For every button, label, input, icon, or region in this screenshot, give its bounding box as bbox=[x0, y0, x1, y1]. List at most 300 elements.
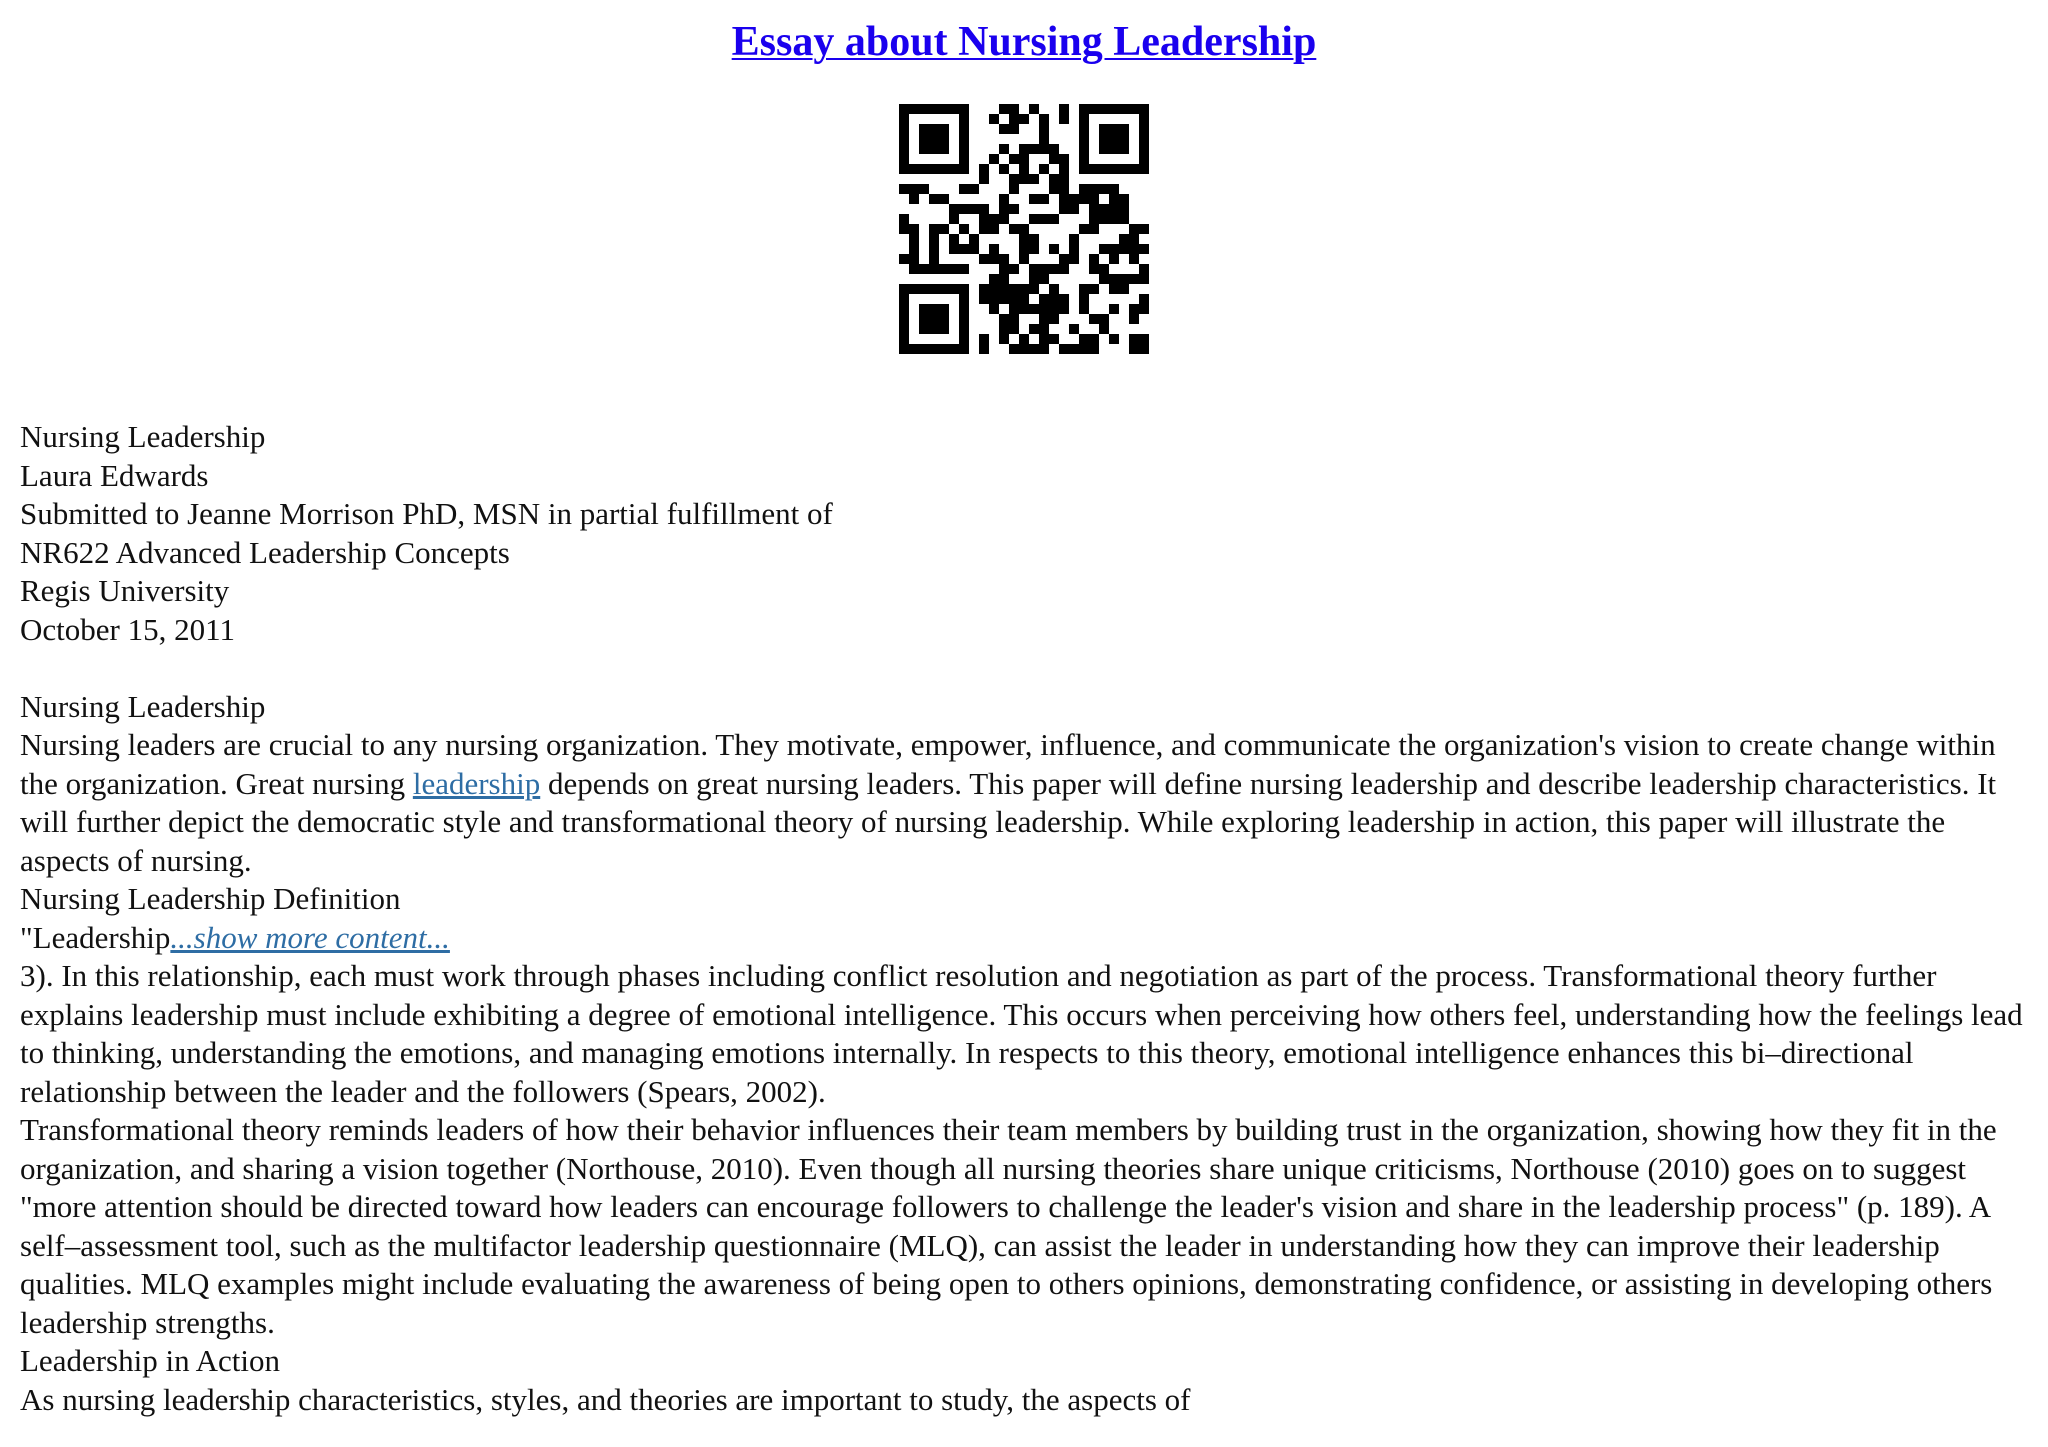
qr-module bbox=[1079, 294, 1089, 304]
qr-module bbox=[929, 144, 939, 154]
qr-module bbox=[1099, 104, 1109, 114]
qr-module bbox=[1109, 204, 1119, 214]
qr-module bbox=[959, 324, 969, 334]
heading-leadership-in-action: Leadership in Action bbox=[20, 1343, 280, 1378]
qr-module bbox=[1089, 104, 1099, 114]
qr-module bbox=[899, 114, 909, 124]
paragraph-transformational: 3). In this relationship, each must work through phases including conflict resolution and negotiation as part of the process. Transformational theory further explains leadership must include exhibiting a degree of emotional intelligence. This occurs when perceiving how others feel, understanding how the feelings lead to thinking, understanding the emotions, and managing emotions internally. In respects to this theory, emotional intelligence enhances this bi–directional relationship between the leader and the followers (Spears, 2002). bbox=[20, 958, 2023, 1109]
qr-module bbox=[899, 134, 909, 144]
paragraph-action: As nursing leadership characteristics, styles, and theories are important to study, the aspects of bbox=[20, 1381, 1191, 1417]
qr-module bbox=[1089, 314, 1099, 324]
qr-module bbox=[1069, 194, 1079, 204]
qr-module bbox=[1139, 224, 1149, 234]
qr-module bbox=[939, 124, 949, 134]
essay-title-link[interactable]: Essay about Nursing Leadership bbox=[731, 19, 1317, 65]
qr-module bbox=[1029, 244, 1039, 254]
qr-module bbox=[1079, 114, 1089, 124]
qr-module bbox=[939, 304, 949, 314]
cover-line-date: October 15, 2011 bbox=[20, 611, 235, 647]
qr-module bbox=[979, 164, 989, 174]
qr-module bbox=[1129, 314, 1139, 324]
qr-module bbox=[1039, 114, 1049, 124]
qr-module bbox=[919, 304, 929, 314]
qr-module bbox=[929, 254, 939, 264]
qr-module bbox=[919, 134, 929, 144]
qr-module bbox=[959, 314, 969, 324]
qr-module bbox=[1039, 164, 1049, 174]
qr-module bbox=[1029, 104, 1039, 114]
qr-module bbox=[959, 244, 969, 254]
qr-module bbox=[1029, 324, 1039, 334]
qr-module bbox=[1079, 304, 1089, 314]
qr-module bbox=[1089, 264, 1099, 274]
qr-module bbox=[1109, 134, 1119, 144]
qr-module bbox=[999, 274, 1009, 284]
qr-module bbox=[929, 224, 939, 234]
qr-module bbox=[1049, 334, 1059, 344]
qr-module bbox=[1099, 314, 1109, 324]
qr-module bbox=[999, 284, 1009, 294]
qr-module bbox=[949, 284, 959, 294]
qr-module bbox=[1019, 294, 1029, 304]
qr-module bbox=[999, 204, 1009, 214]
qr-module bbox=[1079, 224, 1089, 234]
qr-module bbox=[1119, 214, 1129, 224]
qr-module bbox=[909, 224, 919, 234]
qr-module bbox=[1129, 254, 1139, 264]
qr-module bbox=[989, 154, 999, 164]
qr-module bbox=[1109, 304, 1119, 314]
qr-module bbox=[1049, 244, 1059, 254]
qr-module bbox=[1009, 204, 1019, 214]
qr-module bbox=[1109, 244, 1119, 254]
qr-module bbox=[949, 214, 959, 224]
qr-module bbox=[1069, 204, 1079, 214]
qr-module bbox=[949, 264, 959, 274]
qr-module bbox=[989, 214, 999, 224]
qr-module bbox=[899, 284, 909, 294]
qr-module bbox=[1019, 224, 1029, 234]
qr-module bbox=[999, 124, 1009, 134]
qr-module bbox=[919, 184, 929, 194]
qr-module bbox=[959, 104, 969, 114]
qr-module bbox=[1079, 154, 1089, 164]
qr-module bbox=[1029, 194, 1039, 204]
qr-module bbox=[899, 304, 909, 314]
qr-module bbox=[1089, 164, 1099, 174]
qr-module bbox=[1019, 254, 1029, 264]
qr-module bbox=[979, 284, 989, 294]
qr-module bbox=[919, 284, 929, 294]
qr-module bbox=[1009, 114, 1019, 124]
qr-module bbox=[1079, 104, 1089, 114]
qr-module bbox=[1109, 144, 1119, 154]
qr-module bbox=[1049, 144, 1059, 154]
qr-module bbox=[1119, 284, 1129, 294]
qr-module bbox=[1129, 244, 1139, 254]
heading-definition: Nursing Leadership Definition bbox=[20, 881, 401, 916]
qr-module bbox=[1009, 324, 1019, 334]
qr-module bbox=[939, 104, 949, 114]
qr-module bbox=[1109, 124, 1119, 134]
show-more-link[interactable]: ...show more content... bbox=[170, 919, 450, 955]
qr-module bbox=[949, 344, 959, 354]
qr-module bbox=[1049, 294, 1059, 304]
qr-module bbox=[1059, 344, 1069, 354]
qr-module bbox=[1119, 234, 1129, 244]
qr-module bbox=[1009, 174, 1019, 184]
qr-module bbox=[909, 164, 919, 174]
qr-module bbox=[979, 174, 989, 184]
qr-module bbox=[959, 294, 969, 304]
qr-module bbox=[959, 344, 969, 354]
qr-module bbox=[1099, 144, 1109, 154]
qr-module bbox=[939, 134, 949, 144]
qr-module bbox=[1009, 314, 1019, 324]
qr-module bbox=[929, 314, 939, 324]
qr-module bbox=[1139, 104, 1149, 114]
qr-module bbox=[1029, 234, 1039, 244]
qr-module bbox=[959, 124, 969, 134]
qr-module bbox=[1019, 304, 1029, 314]
qr-module bbox=[1019, 284, 1029, 294]
qr-module bbox=[1129, 304, 1139, 314]
qr-module bbox=[1029, 264, 1039, 274]
qr-module bbox=[1079, 184, 1089, 194]
qr-module bbox=[929, 284, 939, 294]
paragraph-mlq: Transformational theory reminds leaders of how their behavior influences their team members by building trust in the organization, showing how they fit in the organization, and sharing a vision together (Northouse, 2010). Even though all nursing theories share unique criticisms, Northouse (2010) goes on to suggest "more attention should be directed toward how leaders can encourage followers to challenge the leader's vision and share in the leadership process" (p. 189). A self–assessment tool, such as the multifactor leadership questionnaire (MLQ), can assist the leader in understanding how they can improve their leadership qualities. MLQ examples might include evaluating the awareness of being open to others opinions, demonstrating confidence, or assisting in developing others leadership strengths. bbox=[20, 1112, 1997, 1340]
qr-module bbox=[1009, 104, 1019, 114]
qr-module bbox=[1139, 244, 1149, 254]
qr-module bbox=[919, 164, 929, 174]
qr-module bbox=[1139, 124, 1149, 134]
qr-module bbox=[909, 244, 919, 254]
qr-module bbox=[899, 254, 909, 264]
qr-module bbox=[929, 124, 939, 134]
intro-text-before: Nursing leaders are crucial to any nursing organization. They motivate, empower, influence, and communicate the organization's vision to create change within the organization. Great nursing bbox=[20, 727, 1996, 801]
qr-module bbox=[999, 144, 1009, 154]
qr-module bbox=[999, 254, 1009, 264]
intro-text-after: depends on great nursing leaders. This paper will define nursing leadership and describe leadership characteristics. It will further depict the democratic style and transformational theory of nursing leadership. While exploring leadership in action, this paper will illustrate the aspects of nursing. bbox=[20, 765, 1997, 878]
qr-module bbox=[899, 154, 909, 164]
qr-module bbox=[1059, 294, 1069, 304]
qr-module bbox=[939, 284, 949, 294]
qr-module bbox=[1079, 144, 1089, 154]
qr-module bbox=[939, 344, 949, 354]
qr-module bbox=[1089, 204, 1099, 214]
qr-module bbox=[1049, 214, 1059, 224]
qr-module bbox=[899, 104, 909, 114]
qr-module bbox=[1039, 264, 1049, 274]
qr-module bbox=[929, 304, 939, 314]
qr-module bbox=[939, 144, 949, 154]
cover-line-author: Laura Edwards bbox=[20, 457, 209, 493]
qr-module bbox=[969, 184, 979, 194]
qr-module bbox=[1109, 284, 1119, 294]
qr-module bbox=[1019, 154, 1029, 164]
cover-block bbox=[20, 418, 2028, 649]
qr-module bbox=[1139, 294, 1149, 304]
qr-module bbox=[1059, 304, 1069, 314]
qr-module bbox=[1069, 234, 1079, 244]
qr-module bbox=[919, 324, 929, 334]
qr-module bbox=[1139, 134, 1149, 144]
qr-module bbox=[1039, 314, 1049, 324]
qr-module bbox=[1019, 344, 1029, 354]
qr-module bbox=[919, 344, 929, 354]
qr-module bbox=[959, 224, 969, 234]
qr-module bbox=[1059, 194, 1069, 204]
qr-module bbox=[1109, 194, 1119, 204]
qr-module bbox=[929, 104, 939, 114]
qr-module bbox=[1139, 114, 1149, 124]
qr-module bbox=[1089, 224, 1099, 234]
qr-module bbox=[1009, 224, 1019, 234]
qr-module bbox=[959, 114, 969, 124]
qr-module bbox=[1039, 134, 1049, 144]
qr-module bbox=[949, 234, 959, 244]
qr-module bbox=[909, 194, 919, 204]
qr-module bbox=[929, 194, 939, 204]
qr-module bbox=[989, 224, 999, 234]
qr-code-container bbox=[20, 104, 2028, 354]
qr-module bbox=[959, 264, 969, 274]
heading-nursing-leadership: Nursing Leadership bbox=[20, 688, 266, 724]
qr-module bbox=[899, 184, 909, 194]
qr-module bbox=[929, 264, 939, 274]
qr-module bbox=[1099, 124, 1109, 134]
qr-module bbox=[1059, 114, 1069, 124]
qr-module bbox=[1119, 104, 1129, 114]
definition-start: "Leadership bbox=[20, 919, 171, 955]
qr-module bbox=[909, 344, 919, 354]
title-container bbox=[20, 0, 2028, 70]
spacer bbox=[20, 649, 2028, 688]
qr-module bbox=[959, 144, 969, 154]
qr-module bbox=[919, 124, 929, 134]
qr-module bbox=[1119, 144, 1129, 154]
qr-module bbox=[899, 144, 909, 154]
qr-module bbox=[1119, 134, 1129, 144]
qr-module bbox=[1129, 274, 1139, 284]
qr-module bbox=[899, 324, 909, 334]
qr-module bbox=[1029, 274, 1039, 284]
qr-module bbox=[1069, 244, 1079, 254]
qr-module bbox=[1139, 154, 1149, 164]
cover-line-course: NR622 Advanced Leadership Concepts bbox=[20, 534, 510, 570]
qr-module bbox=[1079, 194, 1089, 204]
qr-module bbox=[1009, 344, 1019, 354]
qr-module bbox=[1009, 264, 1019, 274]
qr-module bbox=[899, 334, 909, 344]
qr-module bbox=[1139, 334, 1149, 344]
qr-module bbox=[1099, 184, 1109, 194]
qr-module bbox=[1099, 244, 1109, 254]
qr-module bbox=[1039, 304, 1049, 314]
qr-module bbox=[939, 324, 949, 334]
qr-module bbox=[949, 164, 959, 174]
qr-module bbox=[1109, 334, 1119, 344]
qr-module bbox=[999, 104, 1009, 114]
qr-module bbox=[959, 184, 969, 194]
qr-module bbox=[939, 264, 949, 274]
qr-module bbox=[1129, 164, 1139, 174]
qr-module bbox=[919, 264, 929, 274]
qr-module bbox=[1089, 214, 1099, 224]
qr-module bbox=[979, 204, 989, 214]
qr-module bbox=[1039, 144, 1049, 154]
qr-module bbox=[1059, 184, 1069, 194]
qr-module bbox=[1089, 334, 1099, 344]
qr-code-icon bbox=[899, 104, 1149, 354]
qr-module bbox=[949, 204, 959, 214]
qr-module bbox=[999, 164, 1009, 174]
qr-module bbox=[1129, 224, 1139, 234]
qr-module bbox=[1049, 174, 1059, 184]
qr-module bbox=[1109, 254, 1119, 264]
qr-module bbox=[1139, 144, 1149, 154]
qr-module bbox=[1109, 184, 1119, 194]
qr-module bbox=[959, 134, 969, 144]
qr-module bbox=[1069, 324, 1079, 334]
qr-module bbox=[899, 314, 909, 324]
qr-module bbox=[1109, 164, 1119, 174]
qr-module bbox=[909, 254, 919, 264]
qr-module bbox=[1109, 214, 1119, 224]
qr-module bbox=[1029, 214, 1039, 224]
qr-module bbox=[1009, 304, 1019, 314]
qr-module bbox=[919, 314, 929, 324]
qr-module bbox=[899, 214, 909, 224]
qr-module bbox=[1139, 304, 1149, 314]
qr-module bbox=[999, 314, 1009, 324]
qr-module bbox=[899, 224, 909, 234]
qr-module bbox=[919, 144, 929, 154]
qr-module bbox=[1019, 114, 1029, 124]
qr-module bbox=[1089, 184, 1099, 194]
qr-module bbox=[939, 224, 949, 234]
qr-module bbox=[1059, 164, 1069, 174]
qr-module bbox=[899, 344, 909, 354]
qr-module bbox=[1029, 304, 1039, 314]
qr-module bbox=[1049, 154, 1059, 164]
qr-module bbox=[1039, 194, 1049, 204]
qr-module bbox=[1059, 264, 1069, 274]
cover-line-submitted: Submitted to Jeanne Morrison PhD, MSN in partial fulfillment of bbox=[20, 496, 833, 531]
qr-module bbox=[1139, 164, 1149, 174]
qr-module bbox=[1049, 184, 1059, 194]
qr-module bbox=[1129, 104, 1139, 114]
qr-module bbox=[969, 234, 979, 244]
qr-module bbox=[1079, 134, 1089, 144]
qr-module bbox=[989, 254, 999, 264]
qr-module bbox=[1039, 294, 1049, 304]
qr-module bbox=[1119, 274, 1129, 284]
qr-module bbox=[1019, 164, 1029, 174]
qr-module bbox=[1119, 164, 1129, 174]
qr-module bbox=[989, 274, 999, 284]
qr-module bbox=[1049, 284, 1059, 294]
qr-module bbox=[909, 104, 919, 114]
qr-module bbox=[1049, 304, 1059, 314]
qr-module bbox=[1079, 284, 1089, 294]
qr-module bbox=[919, 104, 929, 114]
qr-module bbox=[959, 154, 969, 164]
qr-module bbox=[929, 324, 939, 334]
qr-module bbox=[1079, 164, 1089, 174]
qr-module bbox=[1099, 134, 1109, 144]
qr-module bbox=[1009, 154, 1019, 164]
qr-module bbox=[999, 214, 1009, 224]
qr-module bbox=[1079, 334, 1089, 344]
qr-module bbox=[989, 294, 999, 304]
qr-module bbox=[959, 164, 969, 174]
qr-module bbox=[1089, 344, 1099, 354]
qr-module bbox=[1019, 174, 1029, 184]
qr-module bbox=[1139, 274, 1149, 284]
qr-module bbox=[1099, 214, 1109, 224]
cover-line-title: Nursing Leadership bbox=[20, 419, 266, 454]
qr-module bbox=[1119, 124, 1129, 134]
qr-module bbox=[1109, 274, 1119, 284]
definition-line bbox=[20, 919, 2028, 958]
qr-module bbox=[1079, 344, 1089, 354]
qr-module bbox=[999, 324, 1009, 334]
qr-module bbox=[899, 294, 909, 304]
qr-module bbox=[929, 344, 939, 354]
intro-paragraph bbox=[20, 726, 2028, 880]
qr-module bbox=[1039, 334, 1049, 344]
qr-module bbox=[909, 284, 919, 294]
qr-module bbox=[1059, 104, 1069, 114]
qr-module bbox=[999, 334, 1009, 344]
qr-module bbox=[929, 244, 939, 254]
qr-module bbox=[979, 334, 989, 344]
qr-module bbox=[1029, 284, 1039, 294]
qr-module bbox=[1099, 164, 1109, 174]
qr-module bbox=[959, 284, 969, 294]
qr-module bbox=[1009, 124, 1019, 134]
qr-module bbox=[979, 214, 989, 224]
qr-module bbox=[999, 294, 1009, 304]
qr-module bbox=[1029, 344, 1039, 354]
qr-module bbox=[959, 204, 969, 214]
qr-module bbox=[1009, 284, 1019, 294]
qr-module bbox=[959, 304, 969, 314]
qr-module bbox=[1119, 204, 1129, 214]
qr-module bbox=[979, 254, 989, 264]
leadership-link[interactable]: leadership bbox=[412, 765, 541, 801]
qr-module bbox=[909, 234, 919, 244]
qr-module bbox=[1029, 174, 1039, 184]
qr-module bbox=[1039, 344, 1049, 354]
qr-module bbox=[1029, 144, 1039, 154]
qr-module bbox=[979, 294, 989, 304]
qr-module bbox=[1129, 334, 1139, 344]
qr-module bbox=[999, 194, 1009, 204]
qr-module bbox=[1099, 204, 1109, 214]
qr-module bbox=[979, 344, 989, 354]
qr-module bbox=[1019, 234, 1029, 244]
qr-module bbox=[1069, 254, 1079, 264]
qr-module bbox=[929, 164, 939, 174]
qr-module bbox=[1039, 324, 1049, 334]
qr-module bbox=[979, 224, 989, 234]
qr-module bbox=[1059, 154, 1069, 164]
qr-module bbox=[1039, 274, 1049, 284]
qr-module bbox=[939, 314, 949, 324]
qr-module bbox=[1039, 214, 1049, 224]
